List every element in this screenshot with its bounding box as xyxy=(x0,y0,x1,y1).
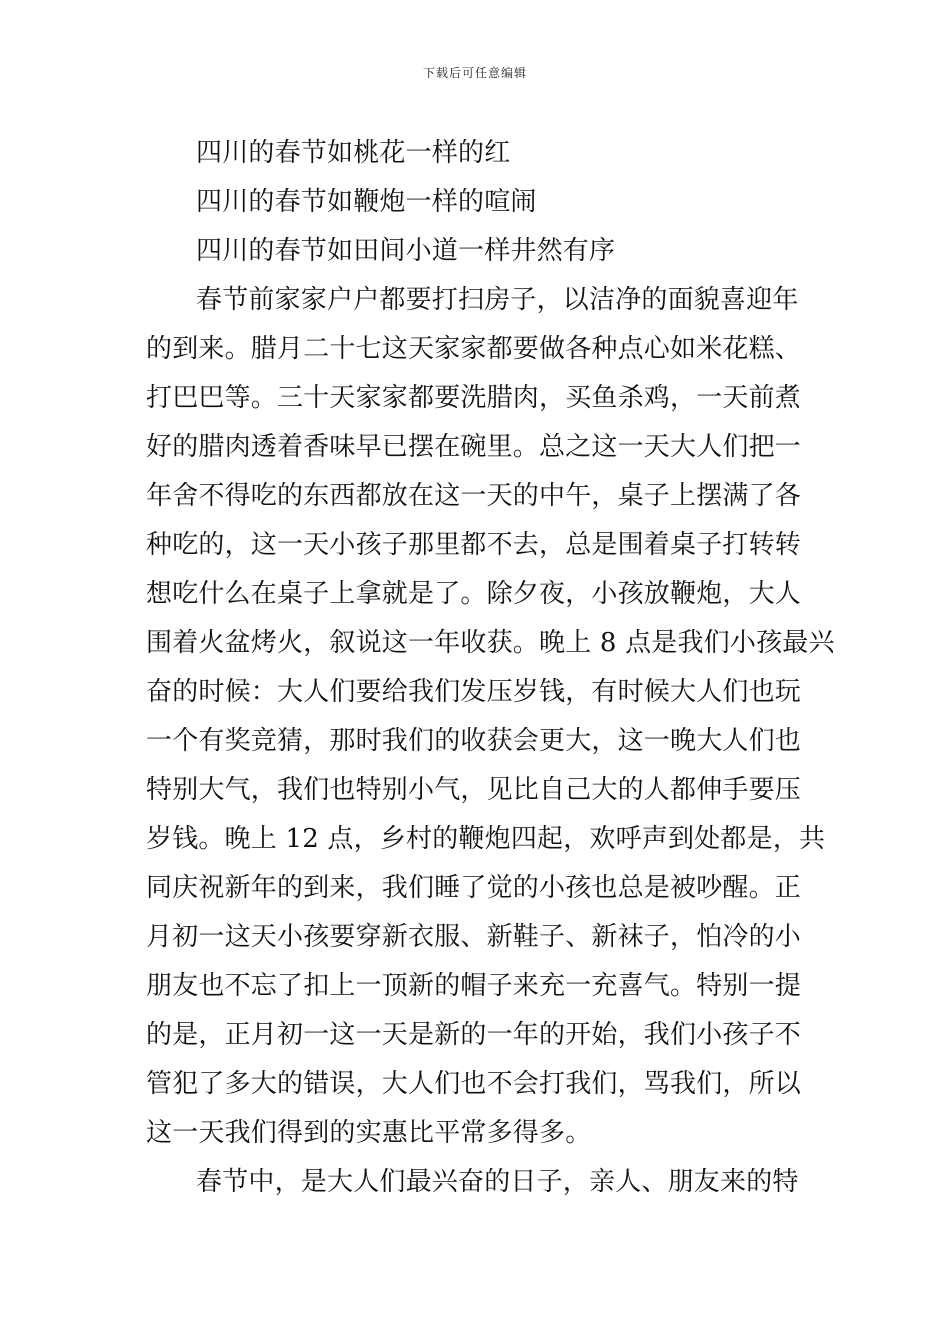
text-line: 四川的春节如田间小道一样井然有序 xyxy=(196,236,616,266)
text-line: 春节前家家户户都要打扫房子，以洁净的面貌喜迎年 xyxy=(196,285,799,315)
text-line: 朋友也不忘了扣上一顶新的帽子来充一充喜气。特别一提 xyxy=(146,971,802,1001)
text-line: 四川的春节如鞭炮一样的喧闹 xyxy=(196,187,537,217)
header-note: 下载后可任意编辑 xyxy=(422,66,527,80)
text-line: 管犯了多大的错误，大人们也不会打我们，骂我们，所以 xyxy=(146,1069,802,1099)
text-line: 的到来。腊月二十七这天家家都要做各种点心如米花糕、 xyxy=(146,334,802,364)
text-line: 奋的时候：大人们要给我们发压岁钱，有时候大人们也玩 xyxy=(146,677,802,707)
text-line: 月初一这天小孩要穿新衣服、新鞋子、新袜子，怕冷的小 xyxy=(146,922,802,952)
text-line: 特别大气，我们也特别小气，见比自己大的人都伸手要压 xyxy=(146,775,802,805)
text-line: 种吃的，这一天小孩子那里都不去，总是围着桌子打转转 xyxy=(146,530,802,560)
text-line: 好的腊肉透着香味早已摆在碗里。总之这一天大人们把一 xyxy=(146,432,802,462)
text-line: 打巴巴等。三十天家家都要洗腊肉，买鱼杀鸡，一天前煮 xyxy=(146,383,802,413)
text-line: 年舍不得吃的东西都放在这一天的中午，桌子上摆满了各 xyxy=(146,481,802,511)
text-line: 四川的春节如桃花一样的红 xyxy=(196,138,511,168)
text-line: 的是，正月初一这一天是新的一年的开始，我们小孩子不 xyxy=(146,1020,802,1050)
text-line: 春节中，是大人们最兴奋的日子，亲人、朋友来的特 xyxy=(196,1167,799,1197)
text-line: 一个有奖竞猜，那时我们的收获会更大，这一晚大人们也 xyxy=(146,726,802,756)
text-line: 同庆祝新年的到来，我们睡了觉的小孩也总是被吵醒。正 xyxy=(146,873,802,903)
text-line: 这一天我们得到的实惠比平常多得多。 xyxy=(146,1118,592,1148)
text-line: 想吃什么在桌子上拿就是了。除夕夜，小孩放鞭炮，大人 xyxy=(146,579,802,609)
document-body xyxy=(146,129,835,1207)
text-line: 围着火盆烤火，叙说这一年收获。晚上 8 点是我们小孩最兴 xyxy=(146,628,835,658)
text-line: 岁钱。晚上 12 点，乡村的鞭炮四起，欢呼声到处都是，共 xyxy=(146,824,826,854)
